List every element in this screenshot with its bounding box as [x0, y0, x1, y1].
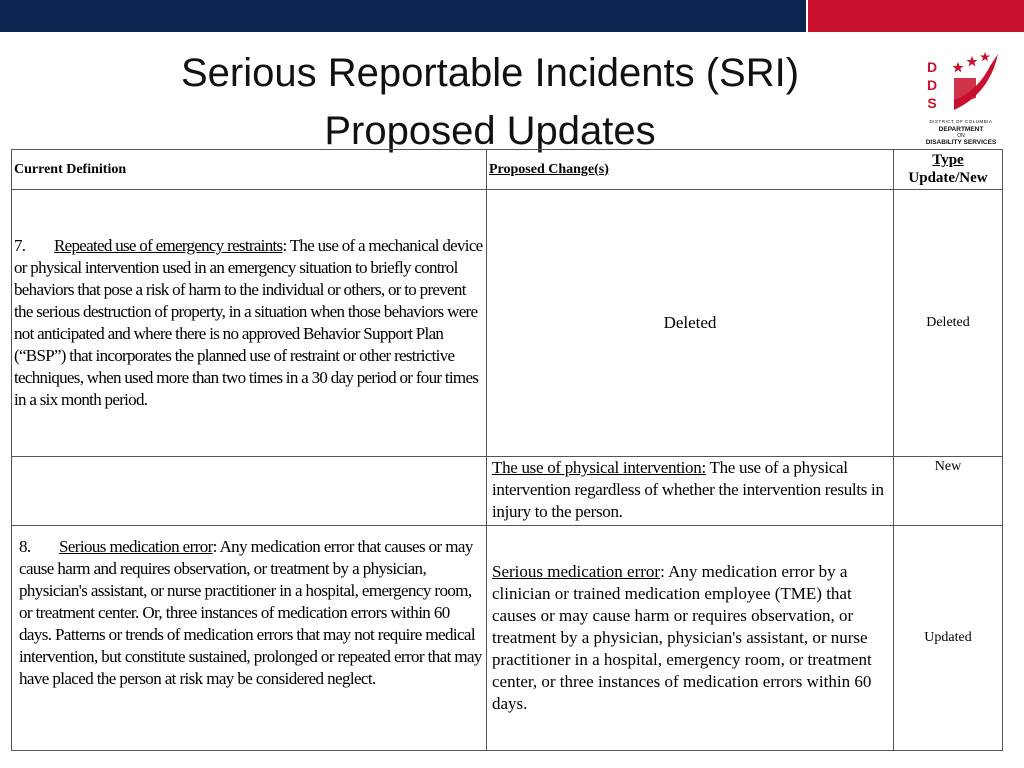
definition-term: Repeated use of emergency restraints	[54, 236, 283, 255]
logo-letter-s: S	[927, 95, 937, 111]
proposed-term: The use of physical intervention:	[492, 458, 706, 477]
header-type-line2: Update/New	[908, 170, 988, 186]
header-type-label: Type	[932, 152, 964, 168]
header-type	[894, 150, 1003, 190]
table-row	[12, 526, 1003, 751]
top-banner	[0, 0, 1024, 32]
proposed-change-cell	[487, 526, 894, 751]
table-header-row	[12, 150, 1003, 190]
dds-logo-graphic	[918, 48, 1004, 118]
slide-title	[90, 44, 890, 160]
logo-text-on: ON	[957, 133, 965, 139]
logo-flag-shape	[954, 78, 976, 104]
logo-text-department: DEPARTMENT	[938, 126, 984, 133]
sri-table	[11, 149, 1003, 751]
header-proposed-changes	[487, 150, 894, 190]
logo-text-disability: DISABILITY SERVICES	[925, 139, 997, 146]
definition-text: : Any medication error that causes or may cause harm and requires observation, or treatment by a physician, physician's assistant, or nurse practitioner in a hospital, emergency room, or treatment center. Or, three instances of medication errors within 60 days. Patterns or trends of medication errors that may not require medical intervention, but constitute sustained, prolonged or repeated error that may have placed the person at risk may be considered neglect.	[19, 537, 482, 688]
proposed-text: The use of a physical intervention regardless of whether the intervention results in injury to the person.	[492, 458, 884, 521]
proposed-change-cell: Deleted	[487, 190, 894, 457]
item-number: 7.	[14, 236, 26, 255]
top-banner-red	[808, 0, 1024, 32]
slide-title-line1: Serious Reportable Incidents (SRI)	[180, 51, 800, 95]
definition-text: : The use of a mechanical device or physical intervention used in an emergency situation to briefly control behaviors that pose a risk of harm to the individual or others, or to prevent the serious destruction of property, in a situation when those behaviors were not anticipated and where there is no approved Behavior Support Plan (“BSP”) that incorporates the planned use of restraint or other restrictive techniques, when used more than two times in a 30 day period or four times in a six month period.	[14, 236, 483, 409]
slide-title-line2: Proposed Updates	[324, 109, 656, 153]
proposed-text: : Any medication error by a clinician or trained medication employee (TME) that causes or may cause harm or requires observation, or treatment by a physician, physician's assistant, or nurse practitioner in a hospital, emergency room, or treatment center, or three instances of medication errors within 60 days.	[492, 562, 872, 713]
current-definition-cell	[12, 526, 487, 751]
item-number: 8.	[19, 537, 31, 556]
proposed-change-cell	[487, 457, 894, 526]
type-cell: Deleted	[894, 190, 1003, 457]
header-type-line1	[896, 151, 1000, 169]
table-row	[12, 457, 1003, 526]
current-definition-cell	[12, 190, 487, 457]
logo-star-1	[953, 62, 964, 73]
current-definition-cell	[12, 457, 487, 526]
table-row	[12, 190, 1003, 457]
logo-letter-d1: D	[926, 59, 938, 75]
type-cell: New	[894, 457, 1003, 526]
top-banner-navy	[0, 0, 806, 32]
proposed-term: Serious medication error	[492, 562, 661, 581]
logo-star-3	[980, 52, 990, 61]
dds-logo	[918, 48, 1004, 148]
logo-text-district: DISTRICT OF COLUMBIA	[929, 119, 993, 124]
header-proposed-label: Proposed Change(s)	[489, 161, 609, 177]
logo-letter-d2: D	[926, 77, 938, 93]
type-cell: Updated	[894, 526, 1003, 751]
definition-term: Serious medication error	[59, 537, 213, 556]
logo-star-2	[967, 56, 978, 67]
header-current-definition: Current Definition	[12, 150, 487, 190]
